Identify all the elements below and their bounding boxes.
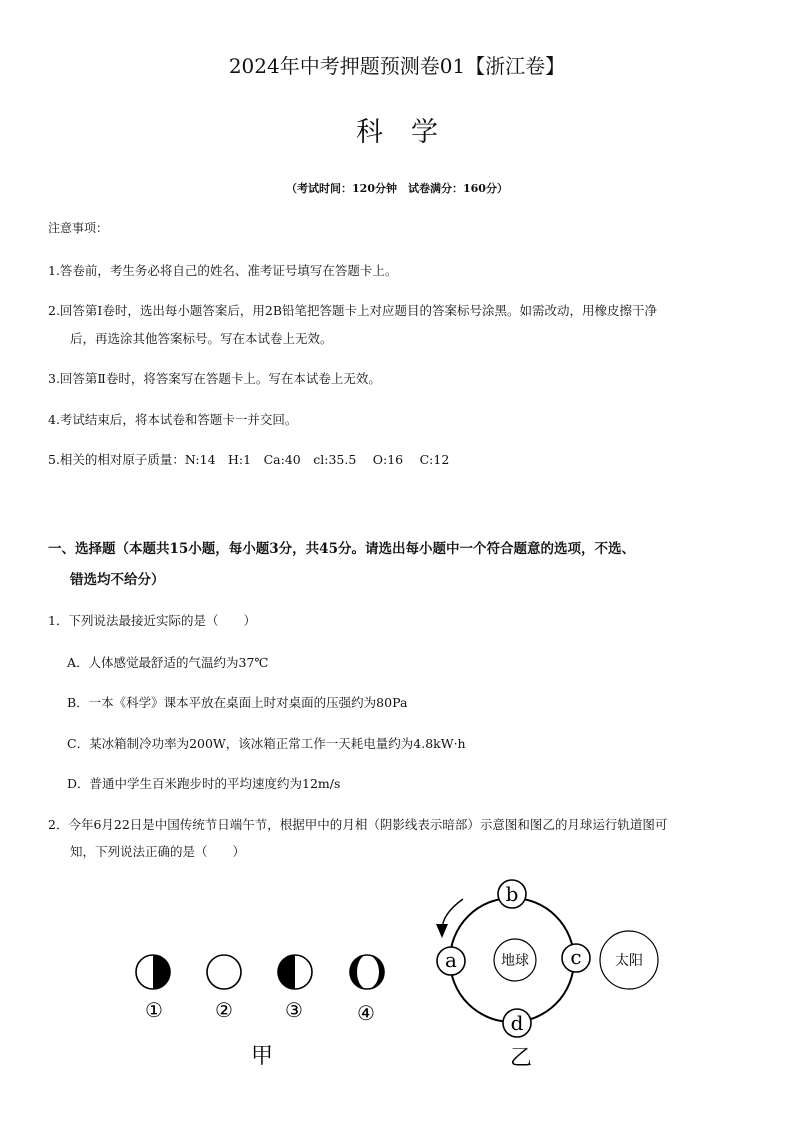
moon-phase-1 (136, 955, 170, 989)
question-2-stem-continued: 知，下列说法正确的是（ ） (70, 844, 246, 859)
page-title: 2024年中考押题预测卷01【浙江卷】 (228, 54, 566, 78)
note-item-continued: 后，再选涂其他答案标号。写在本试卷上无效。 (70, 331, 333, 346)
orbit-label-a: a (445, 948, 457, 972)
exam-info: （考试时间：120分钟 试卷满分：160分） (286, 182, 508, 195)
arrow-head-icon (436, 924, 448, 938)
note-item: 5.相关的相对原子质量：N:14 H:1 Ca:40 cl:35.5 O:16 C:12 (48, 452, 450, 467)
note-item: 3.回答第Ⅱ卷时，将答案写在答题卡上。写在本试卷上无效。 (48, 371, 381, 386)
question-1-option: D．普通中学生百米跑步时的平均速度约为12m/s (67, 776, 341, 791)
sun-label: 太阳 (615, 953, 643, 969)
figure-caption-jia: 甲 (251, 1044, 274, 1069)
section-heading-continued: 错选均不给分） (70, 572, 165, 588)
moon-phase-figure (120, 872, 680, 1072)
earth-label: 地球 (501, 953, 529, 969)
question-2-stem: 2．今年6月22日是中国传统节日端午节，根据甲中的月相（阴影线表示暗部）示意图和图乙的月球运行轨道图可 (48, 817, 668, 832)
note-item: 2.回答第Ⅰ卷时，选出每小题答案后，用2B铅笔把答题卡上对应题目的答案标号涂黑。如需改动，用橡皮擦干净 (48, 303, 658, 318)
phase-label: ③ (285, 998, 303, 1022)
figure-caption-yi: 乙 (510, 1046, 533, 1071)
phase-label: ① (145, 998, 163, 1022)
moon-phase-2 (207, 955, 241, 989)
phase-label: ④ (357, 1001, 375, 1025)
note-item: 1.答卷前，考生务必将自己的姓名、准考证号填写在答题卡上。 (48, 263, 398, 278)
section-heading: 一、选择题（本题共15小题，每小题3分，共45分。请选出每小题中一个符合题意的选项，不选、 (48, 541, 635, 557)
question-1-option: C．某冰箱制冷功率为200W，该冰箱正常工作一天耗电量约为4.8kW·h (67, 736, 466, 751)
orbit-label-c: c (570, 945, 582, 969)
notes-heading: 注意事项： (48, 221, 109, 235)
phase-label: ② (215, 998, 233, 1022)
question-1-option: B．一本《科学》课本平放在桌面上时对桌面的压强约为80Pa (67, 695, 408, 710)
moon-phase-3 (278, 955, 312, 989)
note-item: 4.考试结束后，将本试卷和答题卡一并交回。 (48, 412, 298, 427)
orbit-label-b: b (505, 882, 519, 906)
subject-title: 科学 (356, 117, 466, 148)
question-1-option: A．人体感觉最舒适的气温约为37℃ (67, 655, 269, 670)
question-1-stem: 1．下列说法最接近实际的是（ ） (48, 613, 256, 628)
moon-phase-4 (350, 955, 384, 989)
orbit-label-d: d (510, 1011, 524, 1035)
